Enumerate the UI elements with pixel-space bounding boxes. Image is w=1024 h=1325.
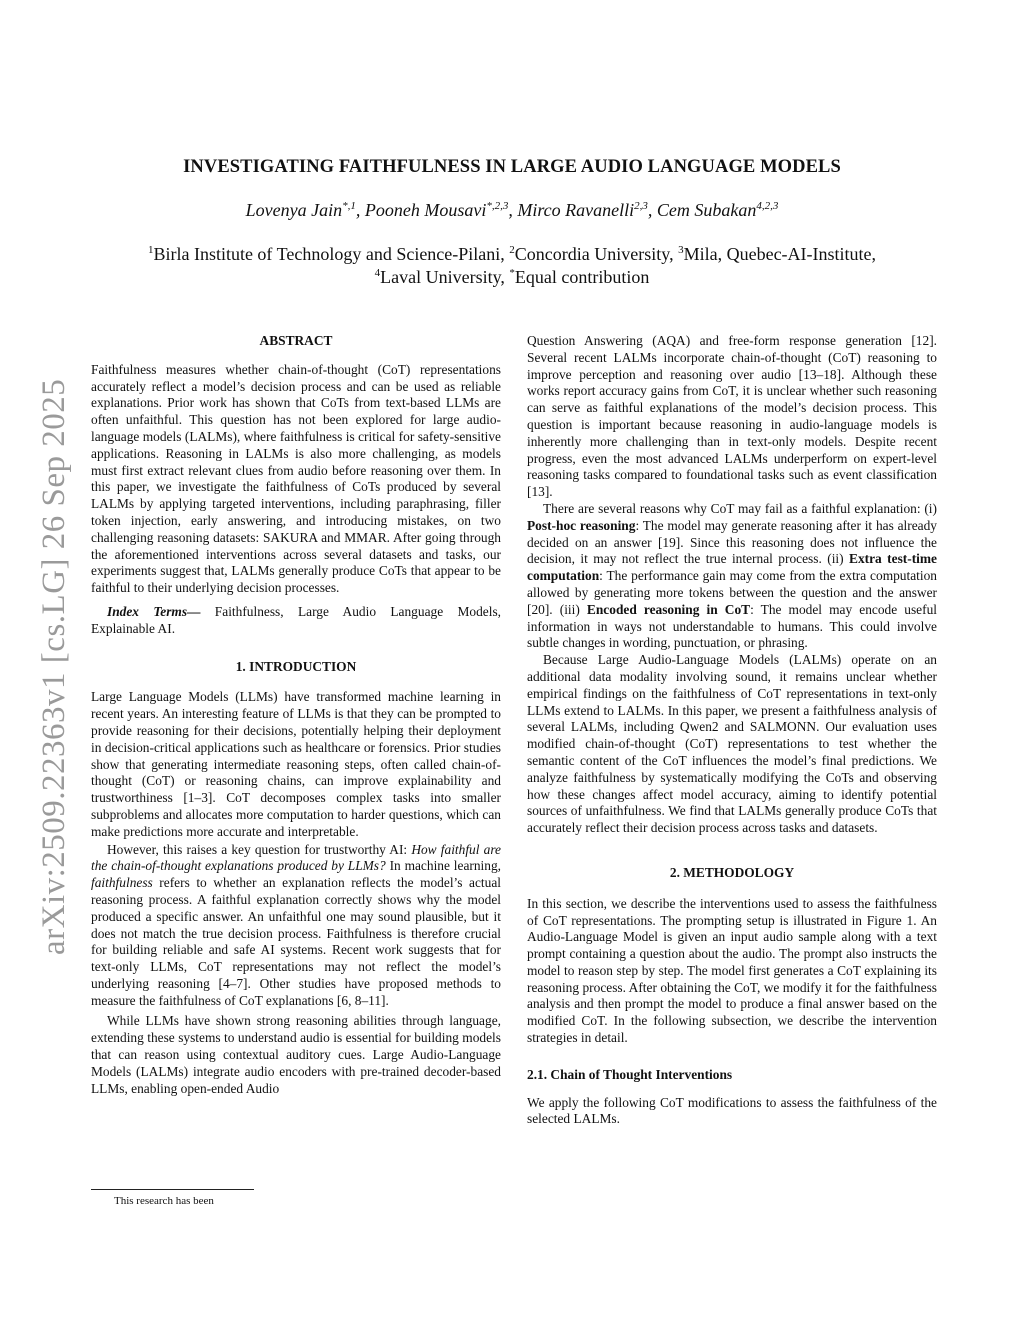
index-terms: Index Terms— Faithfulness, Large Audio Language Models, Explainable AI. bbox=[91, 603, 502, 636]
intro-paragraph: Large Language Models (LLMs) have transformed machine learning in recent years. An interesting feature of LLMs is that they can be prompted to provide reasoning for their decisions, potentially helping their deployment in decision-critical applications such as healthcare or forensics. Prior studies show that generating intermediate reasoning steps, often called chain-of-thought (CoT) or reasoning chains, can improve explainability and trustworthiness [1–3]. CoT decomposes complex tasks into smaller subproblems and allocates more computation to harder questions, which can make predictions more accurate and interpretable. bbox=[91, 689, 501, 839]
affiliations bbox=[0, 243, 1024, 289]
author: Lovenya Jain$^{*,1}$ bbox=[245, 200, 356, 220]
footnote-divider bbox=[91, 1189, 254, 1190]
intro-paragraph: There are several reasons why CoT may fail as a faithful explanation: (i) Post-hoc reasoning: The model may generate reasoning after it has already decided on an answer [19]. Since this reasoning does not influence the decision, it may not reflect the true internal process. (ii) Extra test-time computation: The performance gain may come from the extra computation allowed by generating more tokens between the question and the answer [20]. (iii) Encoded reasoning in CoT: The model may encode useful information in ways not understandable to humans. This could involve subtle changes in wording, punctuation, or phrasing. bbox=[527, 500, 937, 651]
intro-paragraph: However, this raises a key question for trustworthy AI: How faithful are the chain-of-thought explanations produced by LLMs? In machine learning, faithfulness refers to whether an explanation reflects the model’s actual reasoning process. A faithful explanation correctly shows why the model produced a specific answer. An unfaithful one may sound plausible, but it does not match the true decision process. Faithfulness is therefore crucial for building reliable and safe AI systems. Recent work suggests that for text-only LLMs, CoT representations may not reflect the model’s underlying reasoning [4–7]. Other studies have proposed methods to measure the faithfulness of CoT explanations [6, 8–11]. bbox=[91, 841, 501, 1008]
section-heading-methodology: 2. METHODOLOGY bbox=[669, 864, 795, 880]
author: Mirco Ravanelli$^{2,3}$ bbox=[517, 200, 648, 220]
intro-paragraph: While LLMs have shown strong reasoning abilities through language, extending these systems to understand audio is essential for building models that can reason using contextual auditory cues. Large Audio-Language Models (LALMs) integrate audio encoders with pre-trained decoder-based LLMs, enabling open-ended Audio bbox=[91, 1013, 501, 1096]
author: Cem Subakan$^{4,2,3}$ bbox=[656, 200, 779, 220]
method-paragraph: We apply the following CoT modifications to assess the faithfulness of the selected LALMs. bbox=[527, 1094, 937, 1127]
paper-title: INVESTIGATING FAITHFULNESS IN LARGE AUDIO LANGUAGE MODELS bbox=[183, 157, 841, 177]
abstract-heading: ABSTRACT bbox=[259, 333, 333, 348]
affiliation-line: $^1$Birla Institute of Technology and Science-Pilani, $^2$Concordia University, $^3$Mila, Quebec-AI-Institute, bbox=[147, 244, 877, 264]
method-paragraph: In this section, we describe the interventions used to assess the faithfulness of CoT representations. The prompting setup is illustrated in Figure 1. An Audio-Language Model is given an input audio sample along with a text prompt containing a question about the audio. The prompt also instructs the model to reason step by step. The model first generates a CoT explaining its reasoning process. After obtaining the CoT, we modify it for the faithfulness analysis and then prompt the model to produce a final answer based on the modified CoT. In the following subsection, we describe the intervention strategies in detail. bbox=[527, 895, 937, 1046]
intro-paragraph: Question Answering (AQA) and free-form response generation [12]. Several recent LALMs incorporate chain-of-thought (CoT) reasoning to improve perception and reasoning over audio [13–18]. Although these works report accuracy gains from CoT, it is unclear whether such reasoning can serve as faithful explanations of the model’s decision process. This question is important because reasoning in audio-language models is inherently more challenging than in text-only models. Despite recent progress, even the most advanced LALMs underperform on expert-level reasoning tasks compared to foundational tasks such as event classification [13]. bbox=[527, 333, 937, 500]
author-list: Lovenya Jain$^{*,1}$, Pooneh Mousavi$^{*,2,3}$, Mirco Ravanelli$^{2,3}$, Cem Subakan$^{4,2,3}$ bbox=[245, 200, 779, 220]
footnote: This research has been bbox=[114, 1195, 214, 1207]
abstract-body: Faithfulness measures whether chain-of-thought (CoT) representations accurately reflect a model’s decision process and can be used as reliable explanations. Prior work has shown that CoTs from text-based LLMs are often unfaithful. This question has not been explored for large audio-language models (LALMs), where faithfulness is critical for safety-sensitive applications. Reasoning in LALMs is also more challenging, as models must first extract relevant clues from audio before reasoning over them. In this paper, we investigate the faithfulness of CoTs produced by several LALMs by applying targeted interventions, including paraphrasing, filler token injection, early answering, and introducing mistakes, on two challenging reasoning datasets: SAKURA and MMAR. After going through the aforementioned interventions across several datasets and tasks, our experiments suggest that, LALMs generally produce CoTs that appear to be faithful to their underlying decision processes. bbox=[91, 361, 501, 596]
arxiv-identifier[interactable]: arXiv:2509.22363v1 [cs.LG] 26 Sep 2025 bbox=[36, 378, 72, 955]
subsection-heading: 2.1. Chain of Thought Interventions bbox=[527, 1066, 733, 1082]
left-column bbox=[91, 333, 501, 1097]
affiliation-line: $^4$Laval University, *Equal contribution bbox=[374, 267, 650, 287]
author: Pooneh Mousavi$^{*,2,3}$ bbox=[364, 200, 509, 220]
intro-paragraph: Because Large Audio-Language Models (LALMs) operate on an additional data modality involving sound, it remains unclear whether empirical findings on the faithfulness of CoT representations in text-only LLMs extend to LALMs. In this paper, we present a faithfulness analysis of several LALMs, including Qwen2 and SALMONN. Our evaluation uses modified chain-of-thought (CoT) representations to test whether the semantic content of the CoT influences the model’s final predictions. We analyze faithfulness by systematically modifying the CoTs and observing how these changes affect model accuracy, aiming to identify potential sources of unfaithfulness. We find that LALMs generally produce CoTs that accurately reflect their decision process across tasks and datasets. bbox=[527, 652, 937, 836]
right-column bbox=[527, 333, 937, 1128]
section-heading-introduction: 1. INTRODUCTION bbox=[235, 658, 357, 674]
